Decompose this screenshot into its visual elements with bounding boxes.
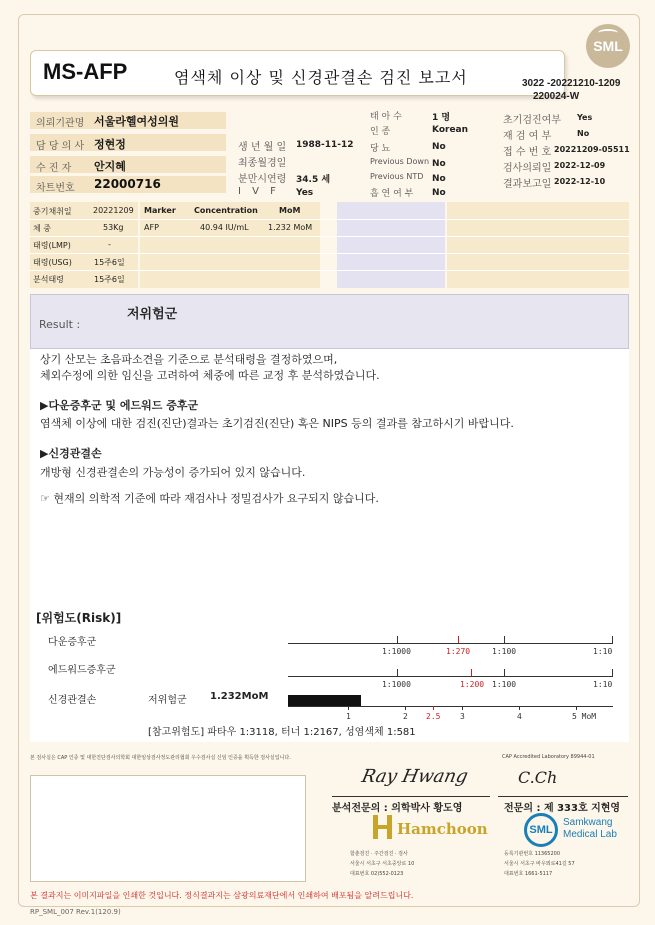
chart-value: 22000716 xyxy=(94,177,161,191)
prev-down-value: No xyxy=(432,159,446,169)
retest-label: 재 검 여 부 xyxy=(503,131,552,142)
grid-line xyxy=(30,219,629,220)
smoking-label: 흡 연 여 부 xyxy=(370,189,414,199)
ivf-value: Yes xyxy=(296,188,314,198)
ntd-tick xyxy=(405,706,406,710)
edwards-risk-label: 에드워드증후군 xyxy=(48,665,116,676)
edwards-tick xyxy=(612,669,613,676)
ntd-risk-result: 저위험군 xyxy=(148,695,187,706)
retest-value: No xyxy=(577,129,590,138)
sample-date-label: 중기채취일 xyxy=(33,207,72,216)
early-value: Yes xyxy=(577,113,593,122)
measure-blank-block-2 xyxy=(447,202,629,288)
sml-address-1: 등록기관번호 11365200 xyxy=(504,851,561,857)
grid-line xyxy=(30,253,629,254)
report-date-value: 2022-12-10 xyxy=(554,177,606,186)
edwards-tick xyxy=(397,669,398,676)
dob-label: 생 년 월 일 xyxy=(238,142,287,153)
ga-analysis-label: 분석태령 xyxy=(33,275,64,284)
signature-line xyxy=(332,796,490,797)
concentration-header: Concentration xyxy=(194,206,258,215)
ntd-risk-mom: 1.232MoM xyxy=(210,691,269,702)
ntd-tick-label: 4 xyxy=(517,712,522,721)
right-signature: C.Ch xyxy=(518,768,558,787)
edwards-risk-scale xyxy=(288,676,613,677)
hamchoon-name: Hamchoon xyxy=(397,820,488,838)
dob-value: 1988-11-12 xyxy=(296,140,354,150)
edwards-tick-label: 1:1000 xyxy=(382,680,411,689)
smoking-value: No xyxy=(432,188,446,198)
prev-down-label: Previous Down xyxy=(370,157,430,166)
edwards-tick-label: 1:10 xyxy=(593,680,613,689)
result-box xyxy=(30,294,629,349)
body-paragraph-4: ☞ 현재의 의학적 기준에 따라 재검사나 정밀검사가 요구되지 않습니다. xyxy=(40,492,379,505)
early-label: 초기검진여부 xyxy=(503,115,561,126)
institution-label: 의뢰기관명 xyxy=(36,118,85,129)
sml-lab-name-1: Samkwang xyxy=(563,817,613,828)
ntd-tick xyxy=(348,706,349,710)
down-tick xyxy=(612,636,613,643)
down-tick-label: 1:10 xyxy=(593,647,613,656)
left-signature: Ray Hwang xyxy=(359,766,470,787)
comment-box xyxy=(30,775,306,882)
ntd-cutoff-tick xyxy=(433,706,434,710)
ntd-heading: ▶신경관결손 xyxy=(40,447,102,460)
edwards-tick xyxy=(504,669,505,676)
ntd-tick-label: 5 MoM xyxy=(572,712,597,721)
doctor-label: 담 당 의 사 xyxy=(36,141,85,152)
ntd-tick xyxy=(519,706,520,710)
race-label: 인 종 xyxy=(370,127,391,137)
sample-date-value: 20221209 xyxy=(93,206,134,215)
report-code: MS-AFP xyxy=(43,59,128,84)
institution-value: 서울라헬여성의원 xyxy=(94,115,180,128)
edwards-cutoff-tick xyxy=(471,669,472,676)
ntd-risk-scale xyxy=(288,706,613,707)
analyst-doctor: 분석전문의 : 의학박사 황도영 xyxy=(332,803,463,814)
sml-logo-icon: SML xyxy=(586,24,630,68)
hamchoon-address-2: 서울시 서초구 서초중앙로 10 xyxy=(350,861,415,867)
ga-analysis-value: 15주6일 xyxy=(94,275,125,284)
ivf-label: I V F xyxy=(238,186,280,197)
ga-lmp-label: 태령(LMP) xyxy=(33,241,71,250)
hamchoon-address-1: 함춘검진 · 주간검진 · 검사 xyxy=(350,851,408,857)
ga-lmp-value: - xyxy=(108,240,111,249)
ntd-tick xyxy=(462,706,463,710)
down-edwards-heading: ▶다운증후군 및 에드워드 증후군 xyxy=(40,399,199,412)
edwards-tick-label: 1:100 xyxy=(492,680,517,689)
down-tick xyxy=(504,636,505,643)
result-label: Result : xyxy=(39,318,81,331)
body-paragraph-1a: 상기 산모는 초음파소견을 기준으로 분석태령을 결정하였으며, xyxy=(40,353,338,366)
ntd-tick-label: 1 xyxy=(346,712,351,721)
down-risk-scale xyxy=(288,643,613,644)
prev-ntd-label: Previous NTD xyxy=(370,172,424,181)
prev-ntd-value: No xyxy=(432,174,446,184)
weight-value: 53Kg xyxy=(103,223,124,232)
down-cutoff-tick xyxy=(458,636,459,643)
sml-lab-logo-icon: SML xyxy=(524,813,558,847)
receipt-value: 20221209-05511 xyxy=(554,145,630,154)
sml-lab-name-2: Medical Lab xyxy=(563,829,617,840)
ntd-tick xyxy=(576,706,577,710)
dm-label: 당 뇨 xyxy=(370,144,391,154)
age-label: 분만시연령 xyxy=(238,174,287,185)
name-label: 수 진 자 xyxy=(36,163,72,174)
down-risk-label: 다운증후군 xyxy=(48,637,97,648)
body-paragraph-3: 개방형 신경관결손의 가능성이 증가되어 있지 않습니다. xyxy=(40,466,306,479)
weight-label: 체 중 xyxy=(33,224,51,233)
mom-value: 1.232 MoM xyxy=(268,223,313,232)
race-value: Korean xyxy=(432,125,469,135)
form-code: RP_SML_007 Rev.1(120.9) xyxy=(30,908,121,916)
sml-address-3: 대표번호 1661-5117 xyxy=(504,871,553,877)
lmp-label: 최종월경일 xyxy=(238,158,287,169)
footer-notice: 본 결과지는 이미지파일을 인쇄한 것입니다. 정식결과지는 삼광의료재단에서 인쇄하여 배포됨을 알려드립니다. xyxy=(30,891,414,900)
marker-header: Marker xyxy=(144,206,176,215)
chart-label: 차트번호 xyxy=(36,183,75,194)
ntd-tick-label: 3 xyxy=(460,712,465,721)
edwards-cutoff-label: 1:200 xyxy=(460,680,485,689)
dm-value: No xyxy=(432,142,446,152)
ga-usg-value: 15주6일 xyxy=(94,258,125,267)
request-label: 검사의뢰일 xyxy=(503,163,552,174)
report-date-label: 결과보고일 xyxy=(503,179,552,190)
down-cutoff-label: 1:270 xyxy=(446,647,471,656)
name-value: 안지혜 xyxy=(94,160,126,173)
grid-line xyxy=(30,270,629,271)
specialist-doctor: 전문의 : 제 333호 지현영 xyxy=(504,803,621,814)
body-paragraph-2: 염색체 이상에 대한 검진(진단)결과는 초기검진(진단) 혹은 NIPS 등의 결과를 참고하시기 바랍니다. xyxy=(40,417,514,430)
fetus-value: 1 명 xyxy=(432,113,451,123)
down-tick-label: 1:100 xyxy=(492,647,517,656)
hamchoon-address-3: 대표번호 02)552-0123 xyxy=(350,871,404,877)
fetus-label: 태 아 수 xyxy=(370,112,402,122)
ntd-tick-label: 2 xyxy=(403,712,408,721)
marker-value: AFP xyxy=(144,223,159,232)
document-number: 3022 -20221210-1209 xyxy=(522,78,621,89)
accreditation-note: 본 검사실은 CAP 인증 및 대한진단검사의학회 대한임상검사정도관리협회 우수검사실 신임 인증을 획득한 검사실입니다. xyxy=(30,755,291,761)
doctor-value: 정현정 xyxy=(94,138,126,151)
report-title: 염색체 이상 및 신경관결손 검진 보고서 xyxy=(174,68,468,87)
hamchoon-logo-icon xyxy=(373,815,395,839)
down-tick xyxy=(397,636,398,643)
request-value: 2022-12-09 xyxy=(554,161,606,170)
result-value: 저위험군 xyxy=(127,307,178,322)
title-bar xyxy=(30,50,565,96)
concentration-value: 40.94 IU/mL xyxy=(200,223,249,232)
reference-risk: [참고위험도] 파타우 1:3118, 터너 1:2167, 성염색체 1:581 xyxy=(148,727,416,738)
down-tick-label: 1:1000 xyxy=(382,647,411,656)
ntd-cutoff-label: 2.5 xyxy=(426,712,441,721)
ga-usg-label: 태령(USG) xyxy=(33,258,72,267)
body-paragraph-1b: 체외수정에 의한 임신을 고려하여 체중에 따른 교정 후 분석하였습니다. xyxy=(40,369,380,382)
mom-header: MoM xyxy=(279,206,301,215)
grid-line xyxy=(30,236,629,237)
receipt-label: 접 수 번 호 xyxy=(503,147,552,158)
risk-title: [위험도(Risk)] xyxy=(36,611,122,625)
ntd-mom-bar xyxy=(288,695,361,706)
measure-blank-block-1 xyxy=(337,202,445,288)
ntd-risk-label: 신경관결손 xyxy=(48,695,97,706)
sml-address-2: 서울시 서초구 바우뫼로41길 57 xyxy=(504,861,575,867)
signature-line xyxy=(498,796,628,797)
document-number-suffix: 220024-W xyxy=(533,91,580,102)
cap-note: CAP Accredited Laboratory 89944-01 xyxy=(502,754,595,760)
age-value: 34.5 세 xyxy=(296,175,331,185)
